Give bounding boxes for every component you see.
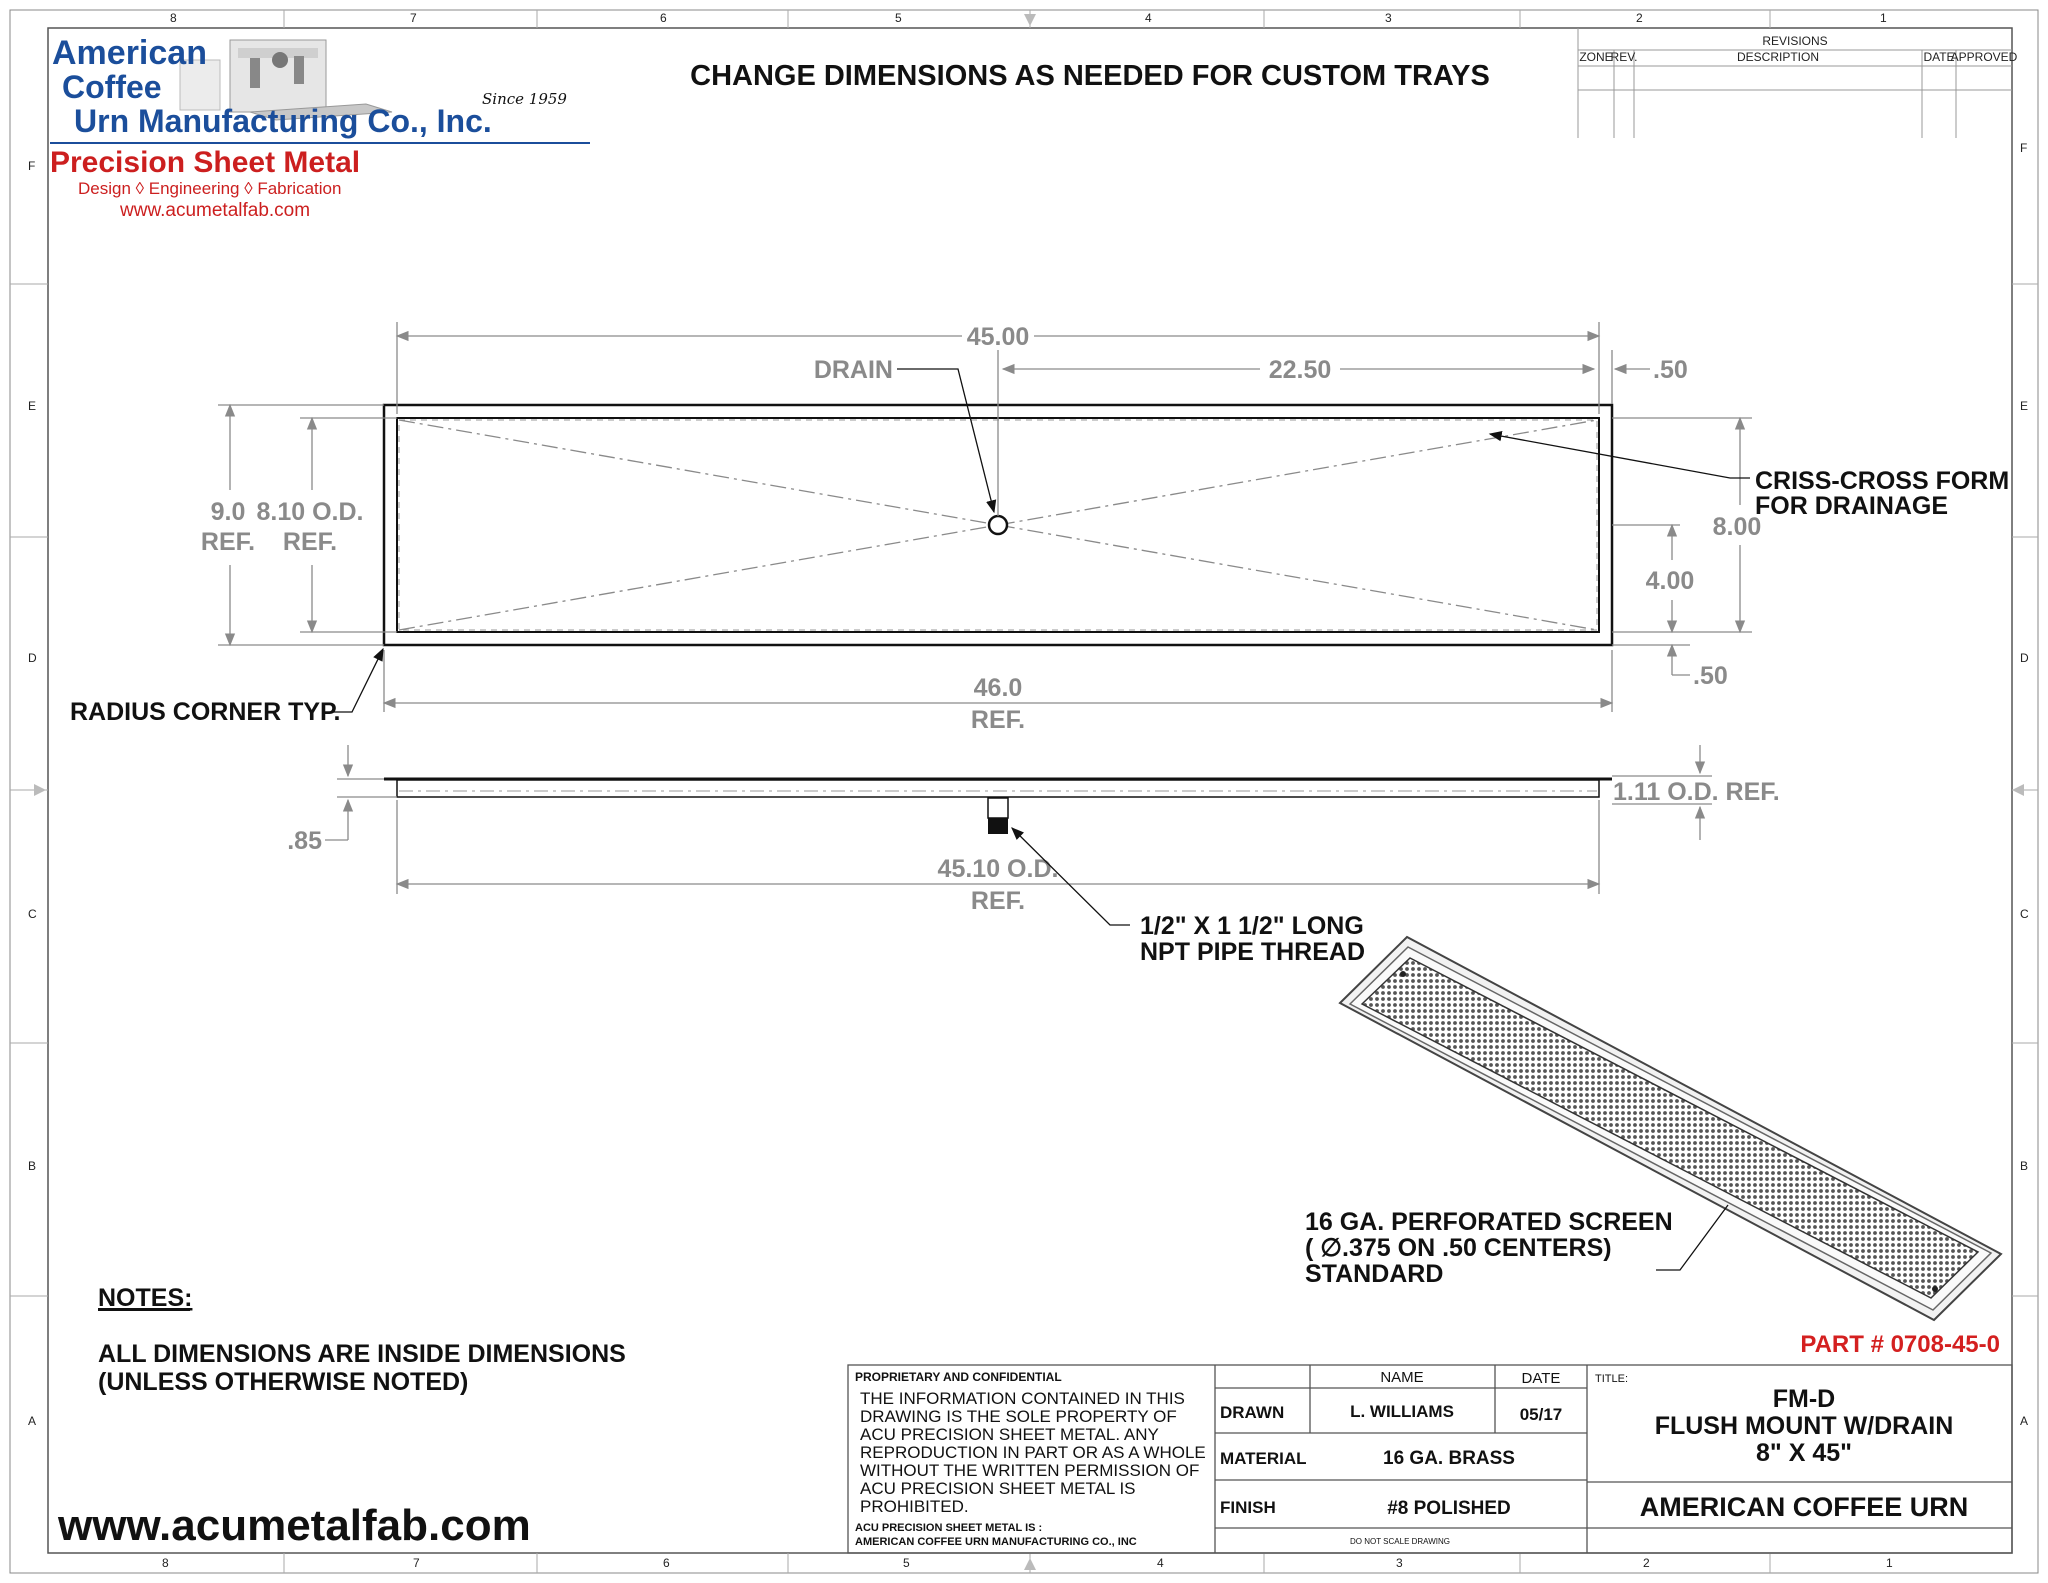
border-col-top-2: 2 — [1636, 11, 1643, 25]
border-row-left-C: C — [28, 907, 37, 921]
logo-url: www.acumetalfab.com — [120, 200, 311, 221]
border-col-bottom-1: 1 — [1886, 1556, 1893, 1570]
radius-corner-note: RADIUS CORNER TYP. — [70, 698, 341, 726]
border-row-right-B: B — [2020, 1159, 2029, 1173]
part-number: PART # 0708-45-0 — [1800, 1331, 2000, 1358]
drawn-date: 05/17 — [1519, 1405, 1563, 1424]
screen-note-line3: STANDARD — [1305, 1260, 1444, 1288]
finish-label: FINISH — [1220, 1498, 1276, 1517]
notes-line2: (UNLESS OTHERWISE NOTED) — [98, 1368, 469, 1396]
prop-line-7: PROHIBITED. — [860, 1497, 969, 1516]
border-col-bottom-5: 5 — [903, 1556, 910, 1570]
prop-line-3: ACU PRECISION SHEET METAL. ANY — [860, 1425, 1159, 1444]
prop-line-6: ACU PRECISION SHEET METAL IS — [860, 1479, 1136, 1498]
dim-od-length: 45.10 O.D. — [937, 855, 1059, 883]
top-view — [70, 322, 2009, 734]
dim-ref-height-9: 9.0 — [210, 498, 246, 526]
name-header: NAME — [1380, 1369, 1424, 1386]
border-row-right-E: E — [2020, 399, 2029, 413]
border-col-top-8: 8 — [170, 11, 177, 25]
company-logo — [50, 34, 590, 221]
border-col-top-5: 5 — [895, 11, 902, 25]
material-value: 16 GA. BRASS — [1383, 1448, 1515, 1469]
border-row-right-F: F — [2020, 141, 2028, 155]
logo-since: Since 1959 — [482, 90, 567, 108]
dim-ref-word-4: REF. — [970, 887, 1026, 915]
title-line-3: 8" X 45" — [1756, 1439, 1852, 1467]
pipe-thread-note-line1: 1/2" X 1 1/2" LONG — [1140, 912, 1364, 940]
drain-hole — [989, 516, 1007, 534]
scale-note: DO NOT SCALE DRAWING — [1349, 1537, 1451, 1546]
dim-depth: .85 — [287, 827, 322, 855]
border-row-right-C: C — [2020, 907, 2029, 921]
drawn-label: DRAWN — [1220, 1403, 1285, 1422]
logo-line-coffee: Coffee — [62, 69, 162, 105]
dim-ref-length: 46.0 — [973, 674, 1023, 702]
border-row-left-F: F — [28, 159, 36, 173]
notes-line1: ALL DIMENSIONS ARE INSIDE DIMENSIONS — [98, 1340, 626, 1368]
prop-line-4: REPRODUCTION IN PART OR AS A WHOLE — [860, 1443, 1206, 1462]
revisions-col-description: DESCRIPTION — [1736, 50, 1820, 64]
prop-heading: PROPRIETARY AND CONFIDENTIAL — [855, 1370, 1062, 1384]
border-col-bottom-2: 2 — [1643, 1556, 1650, 1570]
criss-cross-note-line2: FOR DRAINAGE — [1755, 492, 1949, 520]
dim-drain-center: 4.00 — [1645, 567, 1695, 595]
revisions-col-approved: APPROVED — [1950, 50, 2018, 64]
dim-flange-bottom: .50 — [1693, 662, 1728, 690]
revisions-table — [1578, 28, 2018, 138]
title-block — [848, 1365, 2012, 1553]
title-line-2: FLUSH MOUNT W/DRAIN — [1654, 1412, 1954, 1440]
finish-value: #8 POLISHED — [1387, 1498, 1511, 1519]
border-col-top-6: 6 — [660, 11, 667, 25]
custom-trays-banner: CHANGE DIMENSIONS AS NEEDED FOR CUSTOM TRAYS — [690, 60, 1490, 92]
acu-line-2: AMERICAN COFFEE URN MANUFACTURING CO., INC — [855, 1536, 1137, 1548]
border-col-bottom-6: 6 — [663, 1556, 670, 1570]
criss-cross-note-line1: CRISS-CROSS FORM — [1755, 467, 2010, 495]
title-label: TITLE: — [1595, 1373, 1629, 1385]
screen-note-line1: 16 GA. PERFORATED SCREEN — [1305, 1208, 1673, 1236]
drain-pipe — [988, 798, 1008, 818]
border-row-left-B: B — [28, 1159, 37, 1173]
logo-precision-sheet-metal: Precision Sheet Metal — [50, 146, 361, 179]
border-col-bottom-7: 7 — [413, 1556, 420, 1570]
dim-ref-word-2: REF. — [282, 528, 338, 556]
border-col-bottom-8: 8 — [162, 1556, 169, 1570]
prop-line-1: THE INFORMATION CONTAINED IN THIS — [860, 1389, 1185, 1408]
border-col-bottom-4: 4 — [1157, 1556, 1164, 1570]
logo-line-urn: Urn Manufacturing Co., Inc. — [74, 103, 492, 139]
dim-drain-offset: 22.50 — [1268, 356, 1332, 384]
border-col-top-1: 1 — [1880, 11, 1887, 25]
material-label: MATERIAL — [1220, 1449, 1307, 1468]
border-row-right-A: A — [2020, 1414, 2029, 1428]
drain-label: DRAIN — [813, 356, 893, 384]
dim-flange-right: .50 — [1653, 356, 1688, 384]
border-row-right-D: D — [2020, 651, 2029, 665]
pipe-thread-note-line2: NPT PIPE THREAD — [1140, 938, 1366, 966]
border-col-top-3: 3 — [1385, 11, 1392, 25]
dim-ref-word-3: REF. — [970, 706, 1026, 734]
revisions-col-rev: REV. — [1610, 50, 1638, 64]
border-col-top-4: 4 — [1145, 11, 1152, 25]
drawn-name: L. WILLIAMS — [1350, 1402, 1454, 1421]
prop-line-2: DRAWING IS THE SOLE PROPERTY OF — [860, 1407, 1177, 1426]
border-row-left-D: D — [28, 651, 37, 665]
dim-od-height: 1.11 O.D. REF. — [1613, 778, 1780, 806]
revisions-col-zone: ZONE — [1579, 50, 1613, 64]
date-header: DATE — [1521, 1370, 1561, 1387]
screen-note-line2: ( ∅.375 ON .50 CENTERS) — [1305, 1234, 1612, 1262]
dim-ref-height-8-10: 8.10 O.D. — [256, 498, 364, 526]
company-name: AMERICAN COFFEE URN — [1639, 1492, 1969, 1522]
revisions-title: REVISIONS — [1762, 34, 1828, 48]
acu-line-1: ACU PRECISION SHEET METAL IS : — [855, 1522, 1043, 1534]
border-col-bottom-3: 3 — [1396, 1556, 1403, 1570]
border-col-top-7: 7 — [410, 11, 417, 25]
logo-line-american: American — [52, 34, 207, 72]
border-row-left-E: E — [28, 399, 37, 413]
side-view — [287, 745, 1780, 966]
footer-url: www.acumetalfab.com — [58, 1501, 531, 1550]
notes-heading: NOTES: — [98, 1284, 193, 1312]
logo-tagline: Design ◊ Engineering ◊ Fabrication — [78, 179, 342, 198]
title-line-1: FM-D — [1772, 1385, 1836, 1413]
prop-line-5: WITHOUT THE WRITTEN PERMISSION OF — [860, 1461, 1200, 1480]
dim-overall-length: 45.00 — [966, 323, 1030, 351]
border-row-left-A: A — [28, 1414, 37, 1428]
dim-ref-word-1: REF. — [200, 528, 256, 556]
dim-inner-height: 8.00 — [1712, 513, 1762, 541]
revisions-col-date: DATE — [1923, 50, 1955, 64]
